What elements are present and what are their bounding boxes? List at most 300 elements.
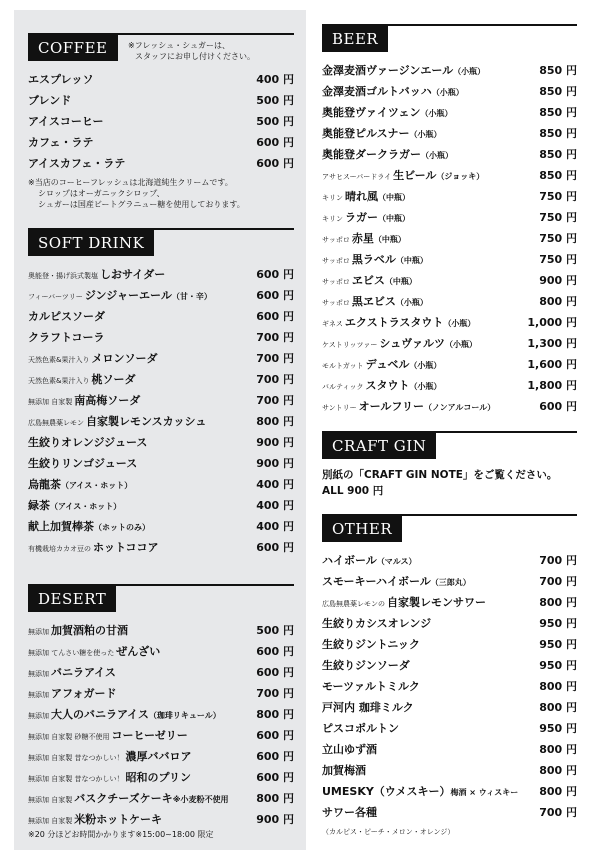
menu-item-name (322, 396, 495, 419)
menu-item (28, 537, 294, 558)
menu-item-label: 生絞りジンソーダ (322, 659, 410, 672)
menu-item-label: ブレンド (28, 94, 72, 107)
menu-item (28, 390, 294, 411)
menu-item-label: カフェ・ラテ (28, 136, 94, 149)
menu-item-name (28, 641, 160, 664)
menu-item (28, 683, 294, 704)
menu-item-label: アイスカフェ・ラテ (28, 157, 126, 170)
menu-item (322, 123, 577, 144)
menu-item-name (322, 592, 486, 615)
menu-item-price: 800 円 (256, 708, 294, 721)
menu-item-name (28, 453, 137, 474)
menu-item-name (28, 132, 93, 153)
menu-item-price: 850 円 (539, 85, 577, 98)
menu-item-label: オールフリー (358, 400, 424, 413)
menu-item-price: 1,000 円 (527, 316, 577, 329)
soft-drink-heading: SOFT DRINK (28, 230, 154, 256)
menu-item-note: （ジョッキ） (436, 172, 485, 181)
menu-item-price: 600 円 (256, 157, 294, 170)
menu-item (28, 411, 294, 432)
menu-item-name (322, 333, 477, 356)
menu-item (28, 432, 294, 453)
menu-item-label: アイスコーヒー (28, 115, 104, 128)
menu-item (322, 739, 577, 760)
menu-item-note: （甘・辛） (171, 292, 212, 301)
menu-item-label: 生ビール (393, 169, 437, 182)
menu-item-price: 400 円 (256, 499, 294, 512)
menu-item-tag: フィーバーツリー (28, 293, 83, 301)
menu-item-note: （小瓶） (409, 361, 442, 370)
menu-item (322, 270, 577, 291)
menu-item-label: メロンソーダ (91, 352, 158, 365)
menu-item-label: アフォガード (51, 687, 117, 700)
menu-item (28, 662, 294, 683)
menu-item-name (28, 327, 105, 348)
menu-item (28, 788, 294, 809)
menu-item-name (28, 306, 105, 327)
menu-item-label: 加賀酒粕の甘酒 (51, 624, 128, 637)
menu-item (322, 802, 577, 823)
menu-item-price: 500 円 (256, 624, 294, 637)
menu-item-price: 600 円 (256, 750, 294, 763)
menu-item-name (28, 516, 150, 538)
menu-item (28, 767, 294, 788)
other-section (322, 506, 577, 846)
menu-item-name (28, 746, 191, 769)
menu-item-tag: 広島無農薬レモン (28, 419, 84, 427)
menu-item-price: 750 円 (539, 190, 577, 203)
menu-item (28, 809, 294, 830)
menu-item-tag: 奥能登・揚げ浜式製塩 (28, 272, 98, 280)
menu-item (28, 306, 294, 327)
menu-item-tag: 無添加 (28, 670, 49, 678)
menu-item-label: エクストラスタウト (344, 316, 444, 329)
menu-item-tag: 無添加 自家製 (28, 398, 73, 406)
menu-item-tag: キリン (322, 194, 343, 202)
menu-item (322, 396, 577, 417)
menu-item-note: （中瓶） (378, 214, 410, 223)
menu-item-label: 献上加賀棒茶 (28, 520, 94, 533)
menu-item (28, 474, 294, 495)
menu-item-label: バスクチーズケーキ (74, 792, 173, 805)
menu-item-label: 昭和のプリン (125, 771, 192, 784)
menu-item-name (28, 369, 135, 392)
coffee-footnote-line: ※当店のコーヒーフレッシュは北海道純生クリームです。 (28, 178, 233, 187)
menu-item-price: 400 円 (256, 73, 294, 86)
menu-item-name (322, 375, 441, 398)
menu-item-name (322, 144, 453, 166)
menu-item-tag: アサヒスーパードライ (322, 173, 392, 181)
menu-item-label: 奥能登ピルスナー (322, 127, 410, 140)
menu-item-note: （小瓶） (409, 382, 442, 391)
coffee-footnote-line: シロップはオーガニックシロップ、 (38, 189, 165, 198)
menu-item-tag: 無添加 自家製 昔なつかしい！ (28, 754, 124, 762)
menu-item-price: 800 円 (256, 792, 294, 805)
menu-item-note: （小瓶） (443, 319, 476, 328)
menu-item-price: 750 円 (539, 211, 577, 224)
menu-item-label: 立山ゆず酒 (322, 743, 377, 756)
menu-item (322, 592, 577, 613)
menu-item-label: しおサイダー (100, 268, 166, 281)
coffee-footnote (28, 177, 245, 210)
menu-item (322, 60, 577, 81)
menu-item-price: 600 円 (256, 645, 294, 658)
menu-item-tag: サッポロ (322, 236, 350, 244)
menu-item-name (322, 697, 414, 718)
desert-section (28, 576, 294, 846)
menu-item-label: 大人のバニラアイス (51, 708, 149, 721)
coffee-note-line: ※フレッシュ・シュガーは、 (128, 41, 230, 50)
menu-item-price: 600 円 (256, 289, 294, 302)
menu-item (322, 144, 577, 165)
coffee-list (28, 69, 294, 174)
menu-item-price: 700 円 (256, 687, 294, 700)
menu-item-note: （中瓶） (373, 235, 406, 244)
menu-item-price: 600 円 (256, 771, 294, 784)
menu-item-name (322, 613, 431, 634)
menu-item-name (322, 354, 441, 377)
menu-item-label: ヱビス (351, 274, 385, 287)
menu-item-name (28, 767, 191, 790)
menu-item-price: 900 円 (256, 813, 294, 826)
menu-item-price: 850 円 (539, 148, 577, 161)
menu-item-price: 750 円 (539, 253, 577, 266)
menu-item-price: 600 円 (256, 268, 294, 281)
menu-item-price: 700 円 (256, 394, 294, 407)
menu-item-price: 1,800 円 (527, 379, 577, 392)
menu-item-tag: 無添加 自家製 砂糖不使用 (28, 733, 110, 741)
menu-item-price: 800 円 (539, 596, 577, 609)
menu-item-name (322, 291, 428, 314)
menu-item-tag: キリン (322, 215, 343, 223)
menu-item (28, 90, 294, 111)
menu-item-price: 800 円 (539, 743, 577, 756)
menu-item-label: クラフトコーラ (28, 331, 105, 344)
menu-item-price: 400 円 (256, 478, 294, 491)
menu-item-name (322, 718, 399, 739)
menu-item-label: 奥能登ヴァイツェン (322, 106, 421, 119)
menu-item-price: 800 円 (539, 295, 577, 308)
menu-item (28, 725, 294, 746)
menu-item-name (28, 285, 212, 308)
menu-item-price: 950 円 (539, 617, 577, 630)
menu-item-name (28, 69, 93, 90)
menu-item-name (322, 123, 441, 145)
desert-heading: DESERT (28, 586, 116, 612)
menu-item-note: （小瓶） (431, 88, 464, 97)
menu-item-price: 500 円 (256, 115, 294, 128)
menu-item-label: 自家製レモンスカッシュ (86, 415, 207, 428)
menu-item-label: バニラアイス (51, 666, 116, 679)
menu-item (322, 550, 577, 571)
menu-item-price: 850 円 (539, 169, 577, 182)
menu-item (28, 285, 294, 306)
menu-item-note: （小瓶） (453, 67, 486, 76)
menu-item-price: 600 円 (256, 729, 294, 742)
menu-item-label: コーヒーゼリー (111, 729, 188, 742)
menu-item (28, 704, 294, 725)
menu-item-tag: サントリー (322, 404, 357, 412)
menu-item-name (322, 550, 417, 572)
menu-item-label: 生絞りオレンジジュース (28, 436, 148, 449)
menu-item (28, 327, 294, 348)
menu-item-label: エスプレッソ (28, 73, 94, 86)
menu-item-label: 米粉ホットケーキ (74, 813, 163, 826)
menu-item-label: 黒ヱビス (351, 295, 396, 308)
menu-item (322, 571, 577, 592)
menu-item-label: 生絞りカシスオレンジ (322, 617, 432, 630)
menu-item-tag: ギネス (322, 320, 343, 328)
menu-item-name (322, 60, 485, 82)
menu-item-note: （三郎丸） (430, 578, 471, 587)
menu-item-tag: 広島無農薬レモンの (322, 600, 385, 608)
menu-item (322, 312, 577, 333)
menu-item-tag: ケストリッツァー (322, 341, 378, 349)
menu-item-price: 600 円 (539, 400, 577, 413)
menu-item-price: 850 円 (539, 64, 577, 77)
menu-item (28, 641, 294, 662)
menu-item-label: モーツァルトミルク (322, 680, 420, 693)
menu-item (28, 111, 294, 132)
menu-item-label: ハイボール (322, 554, 377, 567)
menu-item-label: ピスコポルトン (322, 722, 399, 735)
menu-item (322, 697, 577, 718)
menu-item (322, 655, 577, 676)
menu-item-label: 烏龍茶 (28, 478, 61, 491)
menu-item-label: 生絞りジントニック (322, 638, 420, 651)
coffee-note-line: スタッフにお申し付けください。 (135, 52, 255, 61)
menu-item-name (322, 634, 420, 655)
menu-item-note: （珈琲リキュール） (148, 711, 221, 720)
menu-item-name (322, 249, 428, 272)
craft-gin-text: 別紙の「CRAFT GIN NOTE」をご覧ください。 (322, 469, 558, 481)
menu-item-name (322, 165, 484, 188)
menu-item (28, 453, 294, 474)
menu-item-note: （マルス） (376, 557, 417, 566)
menu-item (28, 69, 294, 90)
menu-item-name (28, 90, 71, 111)
menu-item (322, 228, 577, 249)
menu-item-tag: モルトガット (322, 362, 364, 370)
menu-item-tag: 無添加 てんさい糖を使った (28, 649, 115, 657)
menu-item-price: 850 円 (539, 106, 577, 119)
menu-item-label: サワー各種 (322, 806, 377, 819)
menu-item-price: 800 円 (539, 701, 577, 714)
beer-section (322, 16, 577, 416)
menu-item (322, 102, 577, 123)
menu-item-price: 800 円 (539, 764, 577, 777)
beer-list (322, 60, 577, 417)
craft-gin-heading: CRAFT GIN (322, 433, 436, 459)
menu-item-name (28, 432, 147, 453)
menu-item-price: 1,600 円 (527, 358, 577, 371)
menu-item-price: 600 円 (256, 136, 294, 149)
menu-item-price: 900 円 (256, 436, 294, 449)
menu-item-note: （中瓶） (395, 256, 428, 265)
menu-item-tag: 有機栽培カカオ豆の (28, 545, 91, 553)
coffee-heading: COFFEE (28, 35, 118, 61)
menu-item-label: ぜんざい (116, 645, 161, 658)
menu-item-tag: 無添加 自家製 昔なつかしい！ (28, 775, 124, 783)
desert-footnote: ※20 分ほどお時間かかります※15:00~18:00 限定 (28, 830, 214, 839)
menu-item-label: デュベル (365, 358, 410, 371)
menu-item-tag: 無添加 自家製 (28, 817, 73, 825)
menu-item-price: 600 円 (256, 541, 294, 554)
menu-item-price: 600 円 (256, 310, 294, 323)
menu-item-tag: 無添加 (28, 712, 49, 720)
menu-item (322, 291, 577, 312)
soft-drink-list (28, 264, 294, 558)
right-column (322, 10, 582, 850)
menu-item-tag: 無添加 自家製 (28, 796, 73, 804)
beer-heading: BEER (322, 26, 388, 52)
menu-item (28, 516, 294, 537)
menu-item-name (28, 809, 162, 832)
menu-item-name (28, 537, 159, 560)
menu-item-name (28, 683, 116, 706)
menu-item-label: ラガー (345, 211, 378, 224)
menu-item-label: 南高梅ソーダ (74, 394, 141, 407)
menu-item-label: 奥能登ダークラガー (322, 148, 421, 161)
menu-item-name (322, 81, 464, 103)
menu-item-note: （小瓶） (421, 151, 453, 160)
menu-item-price: 950 円 (539, 659, 577, 672)
menu-item (28, 348, 294, 369)
desert-list (28, 620, 294, 830)
menu-item-label: 黒ラベル (351, 253, 396, 266)
left-column (14, 10, 306, 850)
menu-item-tag: サッポロ (322, 278, 350, 286)
menu-item (322, 760, 577, 781)
menu-item-name (322, 102, 452, 124)
menu-item-tag: 天然色素&果汁入り (28, 356, 90, 364)
menu-item-price: 700 円 (539, 575, 577, 588)
menu-item-price: 400 円 (256, 520, 294, 533)
menu-item-note: 梅酒 × ウィスキー (450, 788, 519, 797)
menu-item-price: 950 円 (539, 722, 577, 735)
menu-item-price: 700 円 (539, 806, 577, 819)
menu-item-name (322, 655, 410, 676)
menu-item-note: （アイス・ホット） (50, 502, 122, 511)
menu-item-note: ※小麦粉不使用 (172, 795, 229, 804)
menu-item-name (28, 153, 125, 174)
menu-item (322, 781, 577, 802)
menu-item-label: シュヴァルツ (379, 337, 446, 350)
menu-item-price: 800 円 (256, 415, 294, 428)
menu-item (28, 495, 294, 516)
menu-item-label: ジンジャーエール (84, 289, 172, 302)
coffee-note (128, 40, 255, 62)
menu-item-price: 900 円 (539, 274, 577, 287)
menu-item-name (28, 348, 157, 371)
menu-item-price: 800 円 (539, 680, 577, 693)
menu-item-label: 晴れ風 (345, 190, 378, 203)
menu-item (28, 620, 294, 641)
menu-item (28, 746, 294, 767)
menu-item-label: UMESKY（ウメスキー） (322, 785, 451, 798)
menu-item-label: 赤星 (351, 232, 374, 245)
menu-item-name (322, 781, 518, 803)
menu-item-label: 金澤麦酒ヴァージンエール (322, 64, 454, 77)
menu-item-price: 700 円 (256, 352, 294, 365)
menu-item-price: 900 円 (256, 457, 294, 470)
menu-item (322, 165, 577, 186)
craft-gin-section (322, 423, 577, 513)
menu-item (322, 186, 577, 207)
menu-item-price: 700 円 (256, 373, 294, 386)
menu-item-price: 500 円 (256, 94, 294, 107)
coffee-footnote-line: シュガーは国産ビートグラニュー糖を使用しております。 (38, 200, 245, 209)
menu-item-label: 緑茶 (28, 499, 50, 512)
menu-item (322, 354, 577, 375)
menu-item-tag: サッポロ (322, 257, 350, 265)
menu-item-price: 600 円 (256, 666, 294, 679)
menu-item-name (322, 207, 410, 230)
menu-item-note: （ノンアルコール） (424, 403, 496, 412)
menu-item-name (28, 390, 140, 413)
menu-item-name (28, 620, 128, 643)
menu-item-name (322, 571, 471, 593)
menu-item-note: （小瓶） (395, 298, 428, 307)
menu-item (28, 264, 294, 285)
menu-item-note: （アイス・ホット） (61, 481, 133, 490)
menu-item-name (322, 270, 417, 293)
menu-item-label: 桃ソーダ (91, 373, 136, 386)
menu-item (28, 132, 294, 153)
menu-item-note: （小瓶） (409, 130, 442, 139)
menu-item-label: 自家製レモンサワー (387, 596, 486, 609)
menu-item-tag: バルティック (322, 383, 364, 391)
menu-item-note: （中瓶） (378, 193, 410, 202)
menu-item-name (28, 725, 188, 748)
menu-item-tag: 天然色素&果汁入り (28, 377, 90, 385)
menu-item-name (322, 312, 475, 335)
menu-item-label: 生絞りリンゴジュース (28, 457, 138, 470)
menu-item-tag: 無添加 (28, 691, 49, 699)
menu-item-name (322, 228, 406, 251)
menu-item-label: カルピスソーダ (28, 310, 105, 323)
menu-item-tag: サッポロ (322, 299, 350, 307)
menu-item-note: （小瓶） (420, 109, 453, 118)
menu-item-name (322, 739, 377, 760)
menu-item-name (28, 474, 132, 496)
menu-item-note: （中瓶） (384, 277, 417, 286)
menu-item-name (28, 704, 221, 727)
menu-item-label: 濃厚ババロア (125, 750, 192, 763)
menu-item-name (322, 760, 366, 781)
menu-item-name (28, 411, 206, 434)
soft-drink-section (28, 220, 294, 570)
menu-item (322, 375, 577, 396)
menu-item (322, 676, 577, 697)
menu-item-label: 金澤麦酒ゴルトバッハ (322, 85, 432, 98)
menu-item-name (322, 802, 377, 823)
menu-item (322, 613, 577, 634)
menu-item-name (28, 788, 228, 811)
menu-item (322, 249, 577, 270)
menu-item (28, 153, 294, 174)
menu-item (322, 718, 577, 739)
menu-item-label: ホットココア (93, 541, 159, 554)
other-heading: OTHER (322, 516, 402, 542)
menu-item-name (28, 662, 116, 685)
menu-item-price: 700 円 (256, 331, 294, 344)
menu-item-price: 950 円 (539, 638, 577, 651)
menu-item-price: 850 円 (539, 127, 577, 140)
menu-item-price: 1,300 円 (527, 337, 577, 350)
menu-item-label: 戸河内 珈琲ミルク (322, 701, 414, 714)
menu-item-name (28, 495, 121, 517)
